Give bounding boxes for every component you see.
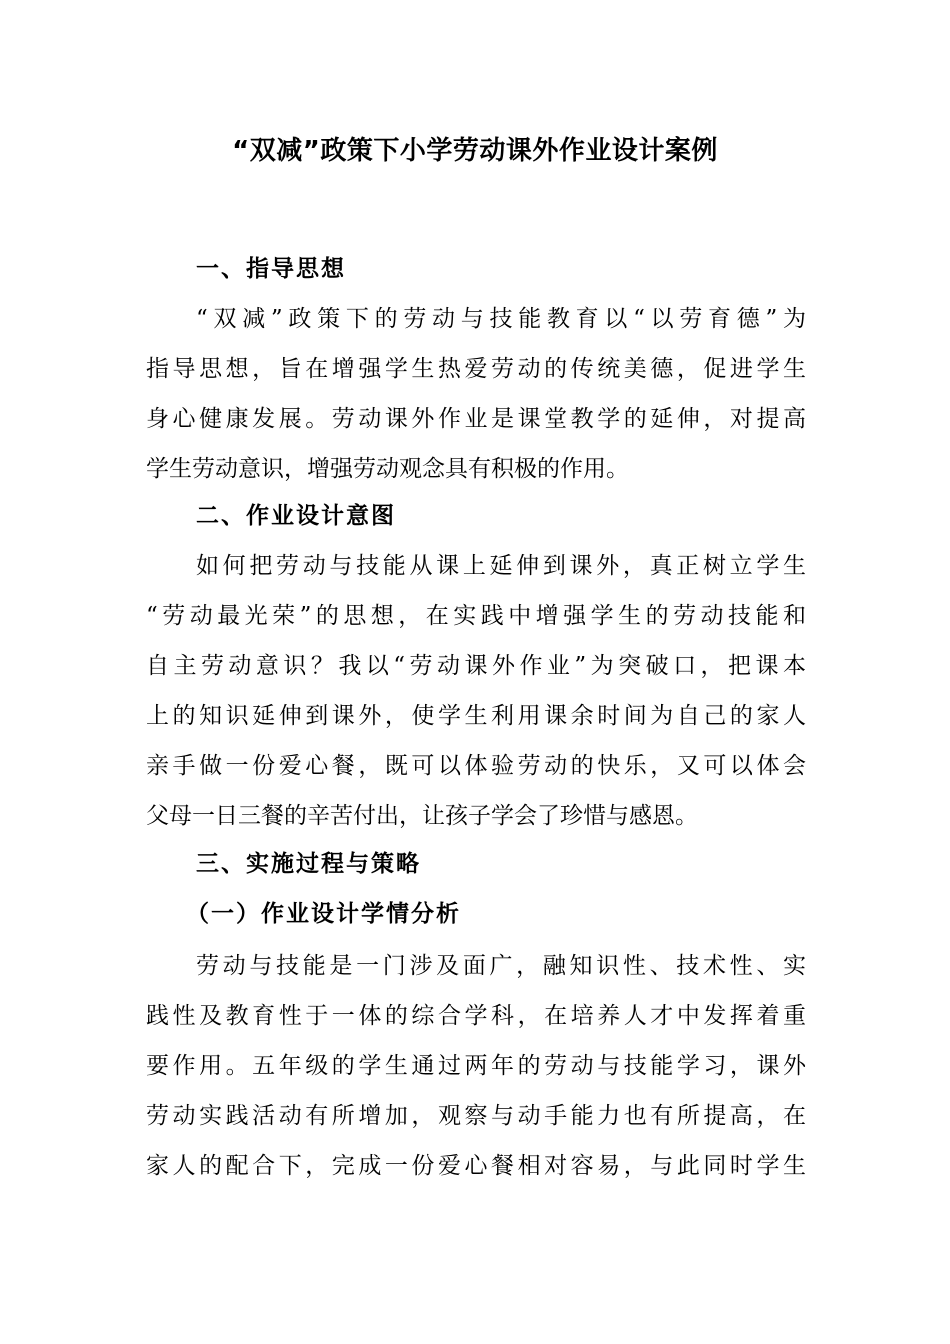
paragraph-line: 劳动实践活动有所增加，观察与动手能力也有所提高，在 [146, 1103, 806, 1129]
paragraph-line: 如何把劳动与技能从课上延伸到课外，真正树立学生 [196, 553, 806, 579]
paragraph-line: 践性及教育性于一体的综合学科，在培养人才中发挥着重 [146, 1003, 806, 1029]
paragraph-line: 学生劳动意识，增强劳动观念具有积极的作用。 [146, 456, 629, 482]
paragraph-design-intent [146, 541, 806, 841]
document-title: “双减”政策下小学劳动课外作业设计案例 [232, 136, 718, 166]
paragraph-line: 亲手做一份爱心餐，既可以体验劳动的快乐，又可以体会 [146, 753, 806, 779]
paragraph-line: 父母一日三餐的辛苦付出，让孩子学会了珍惜与感恩。 [146, 803, 698, 829]
paragraph-line: “双减”政策下的劳动与技能教育以“以劳育德”为 [196, 306, 806, 332]
paragraph-line: “劳动最光荣”的思想，在实践中增强学生的劳动技能和 [146, 603, 806, 629]
paragraph-line: 指导思想，旨在增强学生热爱劳动的传统美德，促进学生 [146, 356, 806, 382]
paragraph-line: 劳动与技能是一门涉及面广，融知识性、技术性、实 [196, 953, 806, 979]
paragraph-line: 自主劳动意识？我以“劳动课外作业”为突破口，把课本 [146, 653, 806, 679]
section-heading-guiding-ideology: 一、指导思想 [196, 256, 346, 282]
paragraph-line: 身心健康发展。劳动课外作业是课堂教学的延伸，对提高 [146, 406, 806, 432]
section-heading-design-intent: 二、作业设计意图 [196, 503, 396, 529]
paragraph-analysis [146, 941, 806, 1191]
subsection-heading-analysis: （一）作业设计学情分析 [186, 901, 461, 927]
paragraph-line: 要作用。五年级的学生通过两年的劳动与技能学习，课外 [146, 1053, 806, 1079]
paragraph-guiding-ideology [146, 294, 806, 494]
paragraph-line: 上的知识延伸到课外，使学生利用课余时间为自己的家人 [146, 703, 806, 729]
paragraph-line: 家人的配合下，完成一份爱心餐相对容易，与此同时学生 [146, 1153, 806, 1179]
section-heading-implementation: 三、实施过程与策略 [196, 851, 421, 877]
